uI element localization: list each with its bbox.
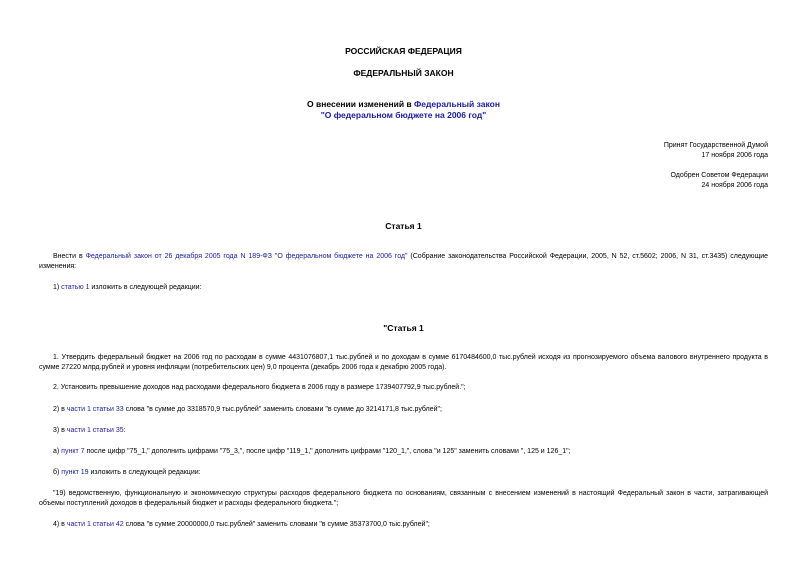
clause-19-link[interactable]: пункт 19: [61, 469, 89, 476]
clause-19-text: "19) ведомственную, функциональную и экономическую структуры расходов федерального бюджета по основаниям, связанным с внесением изменений в настоящий Федеральный закон в части, затрагивающей объемы поступлений доходов в федеральный бюджет и расходы федерального бюджета.";: [39, 490, 768, 507]
intro-prefix: Внести в: [53, 253, 86, 260]
law-title-line2: [0, 110, 807, 121]
item-3-prefix: 3) в: [53, 427, 67, 434]
item-4: [39, 520, 768, 530]
country-heading: РОССИЙСКАЯ ФЕДЕРАЦИЯ: [345, 46, 462, 56]
item-2: [39, 405, 768, 415]
item-3a: [39, 447, 768, 457]
item-3a-suffix: после цифр "75_1," дополнить цифрами "75_3,", после цифр "119_1," дополнить цифрами "120_1,", слова "и 125" заменить словами ", 125 и 126_1";: [84, 448, 571, 455]
item-4-prefix: 4) в: [53, 521, 67, 528]
item-3b: [39, 468, 768, 478]
part-1-article-33-link[interactable]: части 1 статьи 33: [66, 406, 124, 413]
council-approval-label: Одобрен Советом Федерации: [670, 172, 768, 179]
part-1-article-42-link[interactable]: части 1 статьи 42: [66, 521, 124, 528]
article-1-heading: Статья 1: [385, 221, 422, 231]
quoted-paragraph-2: 2. Установить превышение доходов над расходами федерального бюджета в 2006 году в размере 1739407792,9 тыс.рублей.";: [53, 384, 466, 391]
federal-law-link[interactable]: Федеральный закон: [414, 99, 500, 109]
quoted-article-1-heading: "Статья 1: [383, 323, 424, 333]
council-approval-date: 24 ноября 2006 года: [701, 182, 768, 189]
item-1: [39, 283, 768, 293]
law-title-prefix: О внесении изменений в: [307, 99, 415, 109]
duma-adoption-label: Принят Государственной Думой: [663, 142, 768, 149]
item-3: [39, 426, 768, 436]
intro-suffix: (Собрание законодательства Российской Федерации, 2005, N 52, ст.5602; 2006, N 31, ст.3435) следующие изменения:: [39, 253, 769, 270]
article-1-intro: [39, 252, 768, 272]
article-1-link[interactable]: статью 1: [61, 284, 90, 291]
duma-adoption-date: 17 ноября 2006 года: [701, 152, 768, 159]
item-2-suffix: слова "в сумме до 3318570,9 тыс.рублей" заменить словами "в сумме до 3214171,8 тыс.рублей";: [123, 406, 442, 413]
item-3a-prefix: а): [53, 448, 62, 455]
part-1-article-35-link[interactable]: части 1 статьи 35: [66, 427, 124, 434]
item-3-suffix: :: [123, 427, 126, 434]
item-4-suffix: слова "в сумме 20000000,0 тыс.рублей" заменить словами "в сумме 35373700,0 тыс.рублей";: [123, 521, 430, 528]
law-189-fz-link[interactable]: Федеральный закон от 26 декабря 2005 года N 189-ФЗ "О федеральном бюджете на 2006 год": [85, 253, 408, 260]
item-2-prefix: 2) в: [53, 406, 67, 413]
item-3b-suffix: изложить в следующей редакции:: [88, 469, 201, 476]
budget-law-title-link[interactable]: "О федеральном бюджете на 2006 год": [320, 110, 487, 120]
law-title: [0, 99, 807, 110]
item-1-suffix: изложить в следующей редакции:: [89, 284, 202, 291]
clause-7-link[interactable]: пункт 7: [61, 448, 85, 455]
item-3b-prefix: б): [53, 469, 62, 476]
item-1-prefix: 1): [53, 284, 62, 291]
quoted-paragraph-1: 1. Утвердить федеральный бюджет на 2006 год по расходам в сумме 4431076807,1 тыс.рублей и по доходам в сумме 6170484600,0 тыс.рублей исходя из прогнозируемого объема валового внутреннего продукта в сумме 27220 млрд.рублей и уровня инфляции (потребительских цен) 9,0 процента (декабрь 2006 года к декабрю 2005 года).: [39, 354, 768, 371]
doc-type-heading: ФЕДЕРАЛЬНЫЙ ЗАКОН: [353, 68, 454, 78]
